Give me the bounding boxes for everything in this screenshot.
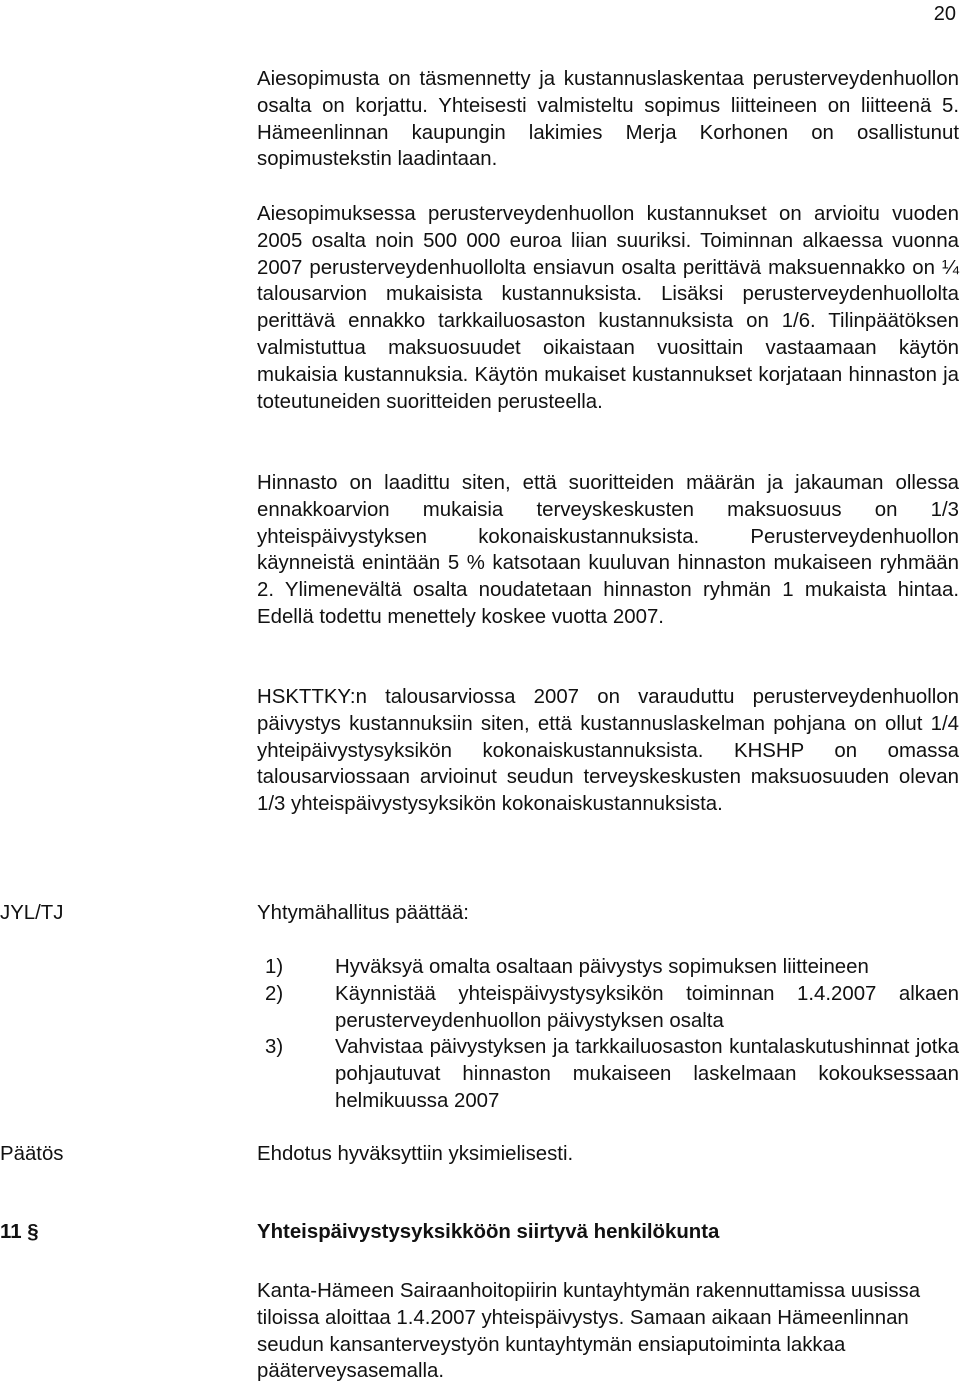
paragraph-section-text: Kanta-Hämeen Sairaanhoitopiirin kuntayhtymän rakennuttamissa uusissa tiloissa aloittaa 1.4.2007 yhteispäivystys. Samaan aikaan Hämeenlinnan seudun kansanterveystyön kuntayhtymän ensiaputoiminta lakkaa pääterveysasemalla. — [257, 1280, 921, 1383]
proposal-side-label: JYL/TJ — [0, 902, 64, 924]
list-item-text: Käynnistää yhteispäivystysyksikön toiminnan 1.4.2007 alkaen perusterveydenhuollon päivystyksen osalta — [335, 982, 959, 1032]
list-item — [265, 981, 959, 1035]
paragraph-budget: HSKTTKY:n talousarviossa 2007 on varauduttu perusterveydenhuollon päivystys kustannuksiin siten, että kustannuslaskelman pohjana on ollut 1/4 yhteipäivystysyksikön kokonaiskustannuksista. KHSHP on omassa talousarviossaan arvioinut seudun terveyskeskusten maksuosuuden olevan 1/3 yhteispäivystysyksikön kokonaiskustannuksista. — [257, 686, 959, 816]
list-item-text: Hyväksyä omalta osaltaan päivystys sopimuksen liitteineen — [335, 956, 869, 978]
proposal-list — [265, 954, 959, 1115]
paragraph-price-list: Hinnasto on laadittu siten, että suoritteiden määrän ja jakauman ollessa ennakkoarvion mukaisia terveyskeskusten maksuosuus on 1/3 yhteispäivystyksen kokonaiskustannuksista. Perusterveydenhuollon käynneistä enintään 5 % katsotaan kuuluvan hinnaston mukaiseen ryhmään 2. Ylimenevältä osalta noudatetaan hinnaston ryhmän 1 mukaista hintaa. Edellä todettu menettely koskee vuotta 2007. — [257, 472, 959, 628]
section-title: Yhteispäivystysyksikköön siirtyvä henkilökunta — [257, 1221, 720, 1243]
list-item-number: 3) — [265, 1036, 284, 1059]
list-item-number: 2) — [265, 982, 284, 1005]
decision-text: Ehdotus hyväksyttiin yksimielisesti. — [257, 1143, 574, 1165]
proposal-intro: Yhtymähallitus päättää: — [257, 902, 469, 924]
list-item-number: 1) — [265, 956, 284, 978]
section-number: 11 § — [0, 1221, 39, 1243]
list-item — [265, 954, 959, 981]
page-number: 20 — [933, 3, 956, 25]
list-item-text: Vahvistaa päivystyksen ja tarkkailuosaston kuntalaskutushinnat jotka pohjautuvat hinnaston mukaiseen laskelmaan kokouksessaan helmikuussa 2007 — [335, 1036, 959, 1112]
decision-side-label: Päätös — [0, 1143, 64, 1165]
paragraph-agreement-revised: Aiesopimusta on täsmennetty ja kustannuslaskentaa perusterveydenhuollon osalta on korjattu. Yhteisesti valmisteltu sopimus liitteineen on liitteenä 5. Hämeenlinnan kaupungin lakimies Merja Korhonen on osallistunut sopimustekstin laadintaan. — [257, 68, 959, 171]
paragraph-cost-estimate: Aiesopimuksessa perusterveydenhuollon kustannukset on arvioitu vuoden 2005 osalta noin 500 000 euroa liian suuriksi. Toiminnan alkaessa vuonna 2007 perusterveydenhuollolta ensiavun osalta perittävä maksuennakko on ¼ talousarvion mukaisista kustannuksista. Lisäksi perusterveydenhuollolta perittävä ennakko tarkkailuosaston kustannuksista on 1/6. Tilinpäätöksen valmistuttua maksuosuudet oikaistaan vuosittain vastaamaan käytön mukaisia kustannuksia. Käytön mukaiset kustannukset korjataan hinnaston ja toteutuneiden suoritteiden perusteella. — [257, 203, 959, 413]
list-item — [265, 1034, 959, 1114]
